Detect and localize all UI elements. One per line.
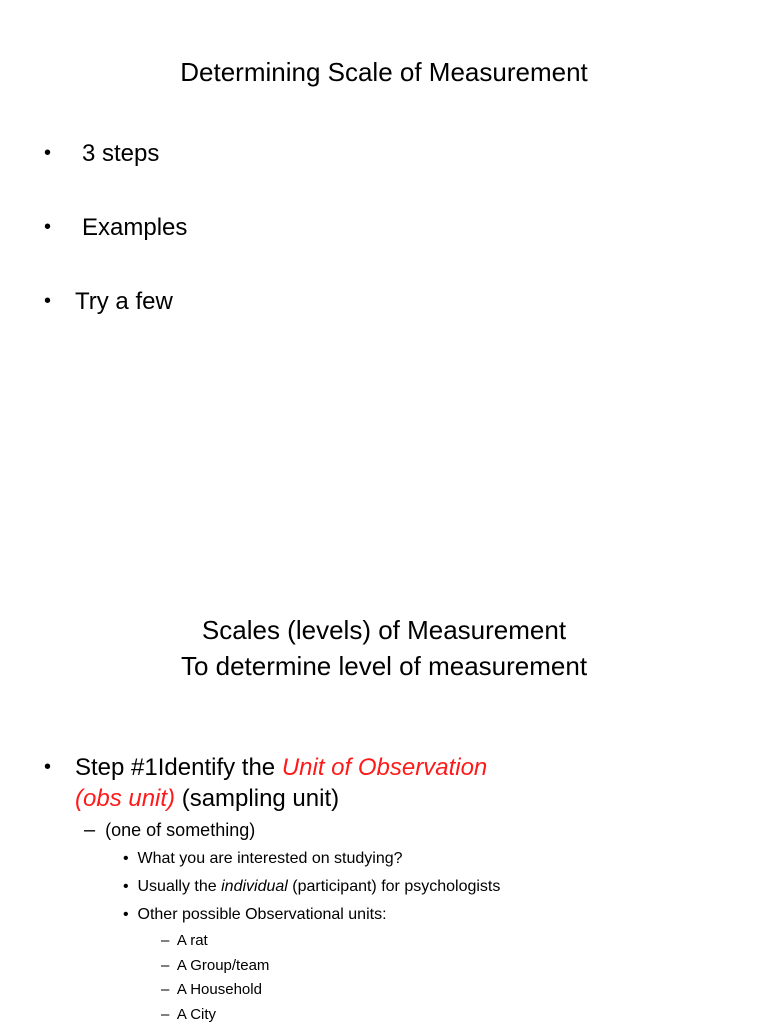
sub-item-2-before: Usually the bbox=[137, 878, 217, 895]
slide1-bullet-3: Try a few bbox=[75, 288, 173, 315]
slide2-title-line2: To determine level of measurement bbox=[180, 651, 588, 681]
sub-item-1: • What you are interested on studying? bbox=[123, 850, 403, 867]
unit-item-text: A Group/team bbox=[176, 957, 270, 974]
slide2-title-line1: Scales (levels) of Measurement bbox=[201, 615, 567, 645]
dash-item-text: (one of something) bbox=[105, 820, 256, 840]
step1-line2 bbox=[75, 784, 339, 814]
slide1-title: Determining Scale of Measurement bbox=[180, 57, 588, 87]
unit-item: – A City bbox=[161, 1006, 217, 1023]
obs-unit-highlight: (obs unit) bbox=[75, 785, 176, 812]
step1-line1 bbox=[75, 753, 487, 783]
step1-suffix: (sampling unit) bbox=[181, 785, 340, 812]
unit-item: – A Household bbox=[161, 981, 262, 998]
slide1-bullet-2: Examples bbox=[82, 214, 188, 241]
unit-item: – A rat bbox=[161, 932, 208, 949]
bullet-dot: • bbox=[44, 290, 52, 312]
slide1-bullet-1: 3 steps bbox=[82, 140, 160, 167]
bullet-dot: • bbox=[44, 142, 52, 164]
unit-item-text: A rat bbox=[176, 932, 208, 949]
bullet-dot: • bbox=[44, 756, 52, 778]
unit-item: – A Group/team bbox=[161, 957, 270, 974]
unit-item-text: A City bbox=[176, 1006, 217, 1023]
sub-item-3-text: Other possible Observational units: bbox=[137, 906, 387, 923]
unit-of-observation-highlight: Unit of Observation bbox=[281, 754, 488, 781]
sub-item-2-italic: individual bbox=[221, 878, 288, 895]
dash-mark: – bbox=[84, 819, 96, 841]
dash-item bbox=[84, 818, 255, 842]
sub-item-2-after: (participant) for psychologists bbox=[292, 878, 501, 895]
sub-item-1-text: What you are interested on studying? bbox=[137, 850, 403, 867]
unit-item-text: A Household bbox=[176, 981, 262, 998]
sub-item-2: • Usually the individual (participant) for psychologists bbox=[123, 878, 501, 895]
bullet-dot: • bbox=[44, 216, 52, 238]
step1-prefix: Step #1Identify the bbox=[75, 754, 276, 781]
sub-item-3: • Other possible Observational units: bbox=[123, 906, 387, 923]
